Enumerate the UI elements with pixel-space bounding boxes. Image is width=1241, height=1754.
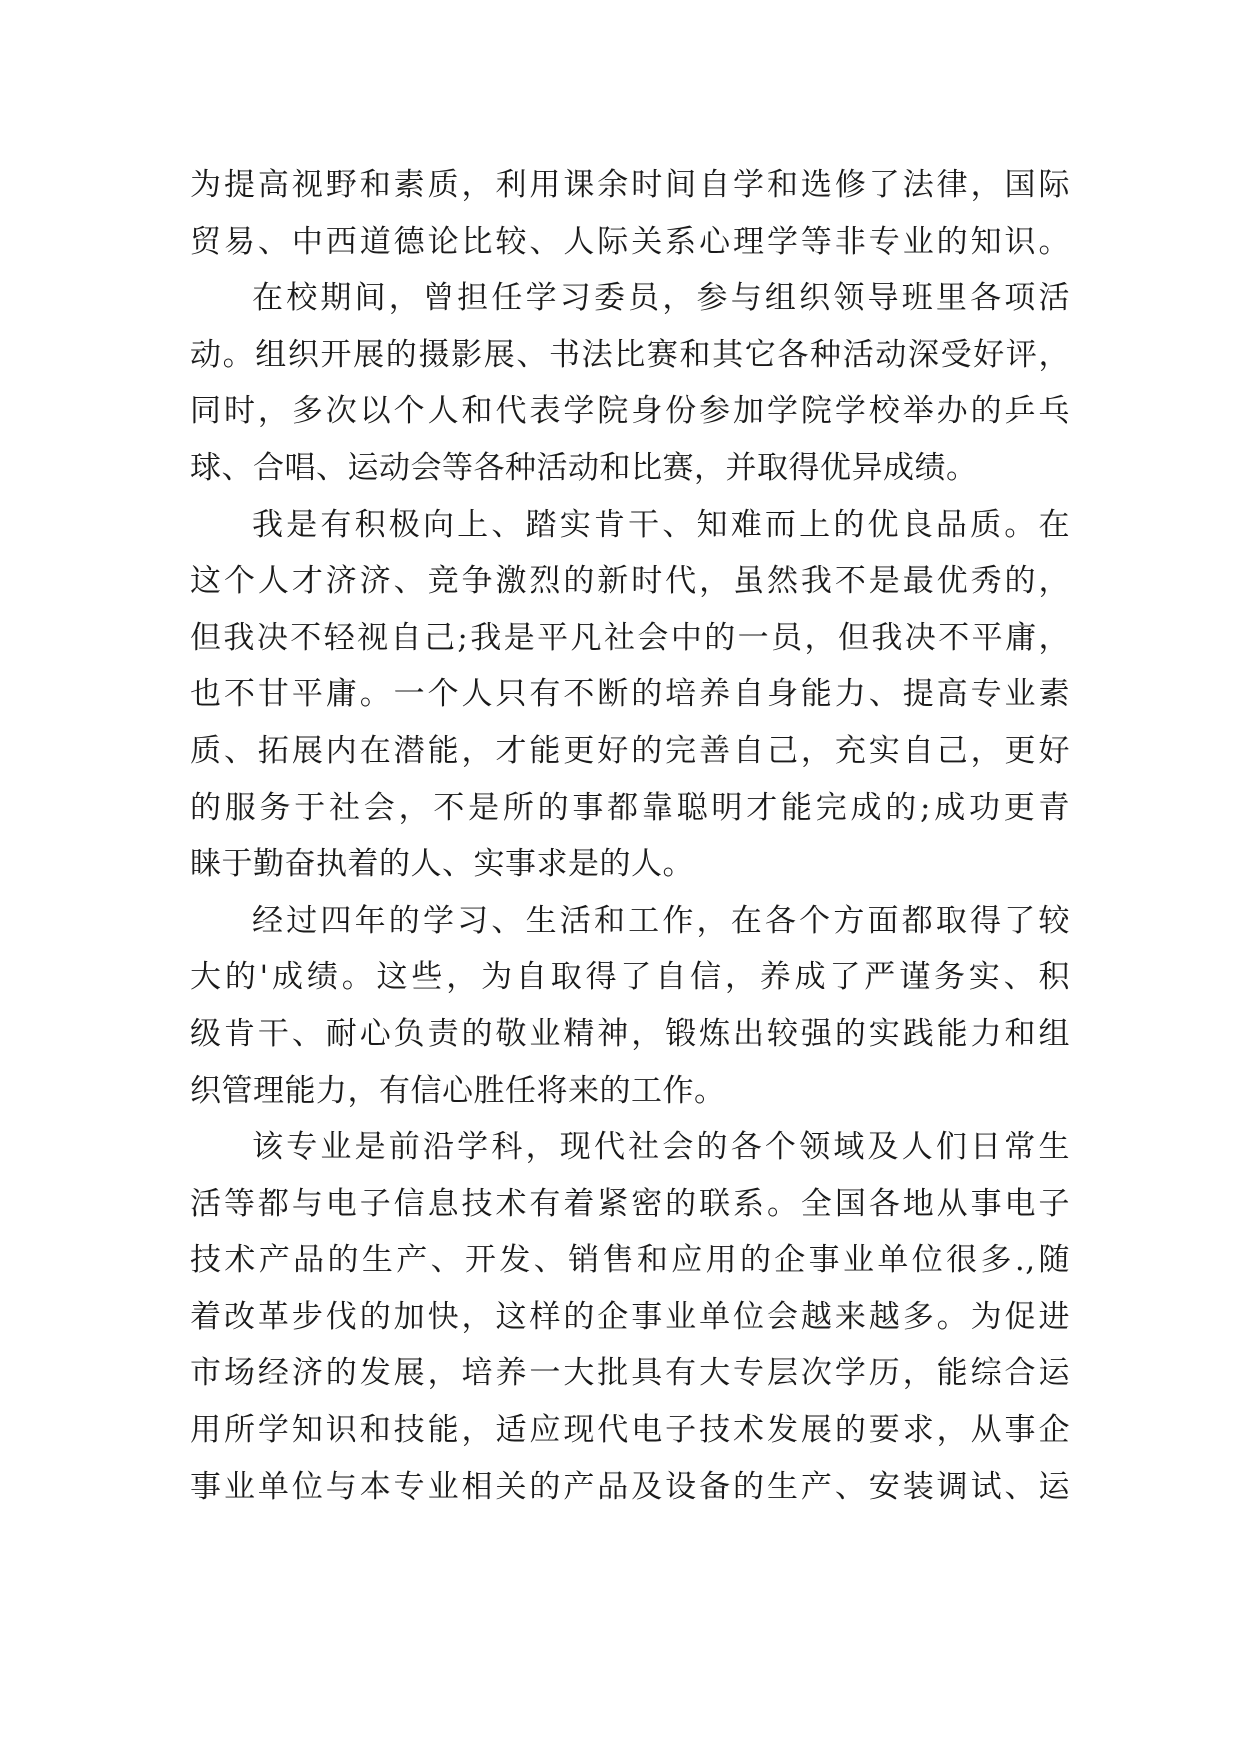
text-line: 为提高视野和素质，利用课余时间自学和选修了法律，国际: [190, 167, 1070, 203]
text-line: 我是有积极向上、踏实肯干、知难而上的优良品质。在: [252, 506, 1070, 543]
text-line: 同时，多次以个人和代表学院身份参加学院学校举办的乒乓: [190, 393, 1070, 430]
text-line: 该专业是前沿学科，现代社会的各个领域及人们日常生: [252, 1129, 1070, 1166]
text-line: 市场经济的发展，培养一大批具有大专层次学历，能综合运: [190, 1355, 1070, 1392]
text-line: 活等都与电子信息技术有着紧密的联系。全国各地从事电子: [190, 1185, 1070, 1222]
text-line: 事业单位与本专业相关的产品及设备的生产、安装调试、运: [190, 1468, 1070, 1505]
text-line: 质、拓展内在潜能，才能更好的完善自己，充实自己，更好: [190, 732, 1070, 769]
text-line: 织管理能力，有信心胜任将来的工作。: [190, 1072, 726, 1109]
text-line: 用所学知识和技能，适应现代电子技术发展的要求，从事企: [190, 1412, 1070, 1449]
text-line: 动。组织开展的摄影展、书法比赛和其它各种活动深受好评，: [190, 336, 1070, 373]
text-line: 经过四年的学习、生活和工作，在各个方面都取得了较: [252, 902, 1070, 939]
text-line: 这个人才济济、竞争激烈的新时代，虽然我不是最优秀的，: [190, 563, 1070, 600]
text-line: 球、合唱、运动会等各种活动和比赛，并取得优异成绩。: [190, 449, 978, 486]
text-line: 着改革步伐的加快，这样的企事业单位会越来越多。为促进: [190, 1298, 1070, 1335]
text-line: 但我决不轻视自己;我是平凡社会中的一员，但我决不平庸，: [190, 619, 1070, 656]
text-line: 贸易、中西道德论比较、人际关系心理学等非专业的知识。: [190, 223, 1070, 260]
text-line: 也不甘平庸。一个人只有不断的培养自身能力、提高专业素: [190, 676, 1070, 713]
text-line: 级肯干、耐心负责的敬业精神，锻炼出较强的实践能力和组: [190, 1015, 1070, 1052]
text-line: 在校期间，曾担任学习委员，参与组织领导班里各项活: [252, 280, 1070, 317]
body-text: [190, 157, 1070, 1515]
text-line: 大的'成绩。这些，为自取得了自信，养成了严谨务实、积: [190, 959, 1070, 996]
text-line: 的服务于社会，不是所的事都靠聪明才能完成的;成功更青: [190, 789, 1070, 826]
text-line: 技术产品的生产、开发、销售和应用的企事业单位很多.,随: [190, 1242, 1070, 1279]
text-line: 睐于勤奋执着的人、实事求是的人。: [190, 846, 694, 883]
